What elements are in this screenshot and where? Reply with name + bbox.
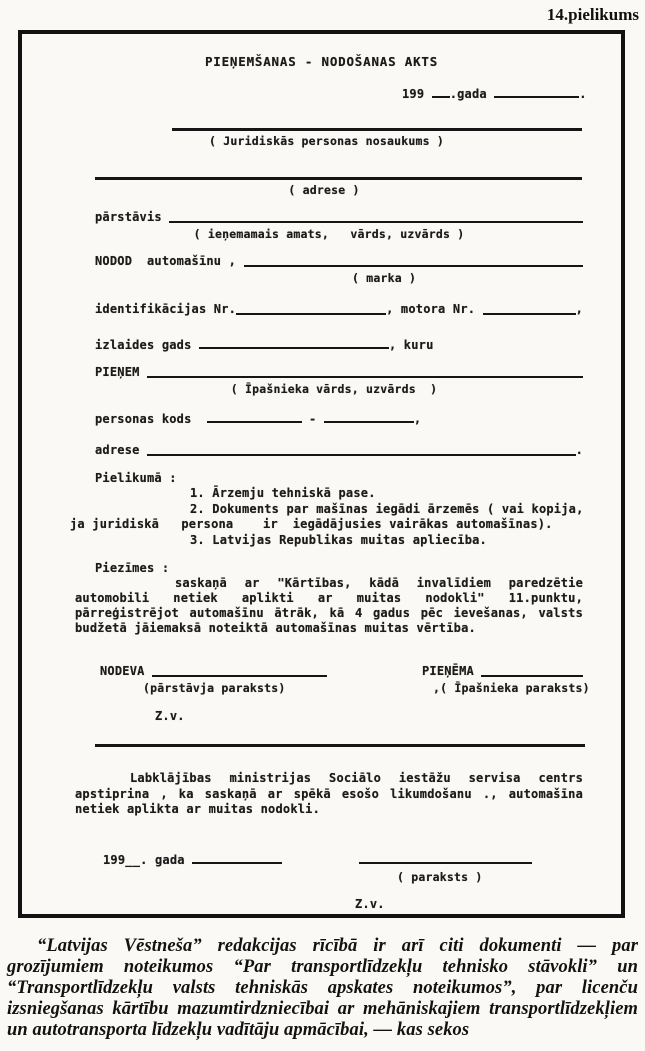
attachment-item-2-continued: ja juridiskā persona ir iegādājusies vairākas automašīnas). (70, 517, 553, 531)
attachment-item-3: 3. Latvijas Republikas muitas apliecība. (190, 532, 487, 547)
date-line-bottom (103, 852, 583, 868)
bottom-signature-blank (359, 852, 532, 864)
attachment-item-1: 1. Ārzemju tehniskā pase. (190, 486, 376, 500)
bottom-date-prefix: 199__. gada (103, 852, 185, 867)
date-gada-label: .gada (449, 87, 495, 101)
identification-nr-blank (236, 303, 386, 315)
accepted-signature-blank (481, 675, 583, 677)
notes-heading: Piezīmes : (95, 561, 170, 575)
motor-nr-label: , motora Nr. (386, 302, 483, 316)
act-form-box (18, 30, 625, 918)
personal-code-blank-1 (207, 411, 302, 423)
bottom-signature-caption: ( paraksts ) (397, 869, 483, 884)
notes-text: saskaņā ar "Kārtības, kādā invalīdiem paredzētie automobili netiek aplikti ar muitas nodokli" 11.punktu, pārreģistrējot automašīnu ātrāk, kā 4 gadus pēc ievešanas, valsts budžetā jāiemaksā noteiktā automašīnas muitas vērtība. (75, 576, 583, 635)
vehicle-make-blank (244, 265, 584, 267)
address-suffix: . (575, 443, 583, 457)
personal-code-suffix: , (413, 412, 422, 426)
bottom-date-blank (192, 852, 282, 864)
personal-code-label: personas kods (95, 412, 192, 426)
owner-name-caption: ( Īpašnieka vārds, uzvārds ) (230, 382, 438, 396)
appendix-label: 14.pielikums (546, 5, 639, 24)
date-blank (494, 86, 579, 98)
owner-name-blank (147, 376, 583, 378)
handed-over-signature-blank (152, 665, 327, 677)
personal-code-blank-2 (324, 411, 414, 423)
accepts-row (95, 365, 583, 380)
hands-over-label: NODOD automašīnu , (95, 254, 244, 268)
handed-over-signature-caption: (pārstāvja paraksts) (143, 681, 286, 695)
date-line-top (402, 86, 587, 102)
representative-row (95, 210, 583, 225)
seal-mark-2: Z.v. (355, 896, 385, 911)
accepts-label: PIEŅEM (95, 365, 147, 379)
accepted-label: PIEŅĒMA (421, 664, 482, 678)
address-caption: ( adrese ) (288, 183, 360, 197)
section-divider-line (95, 744, 585, 747)
representative-caption: ( ieņemamais amats, vārds, uzvārds ) (193, 227, 465, 241)
signature-captions-row (22, 681, 621, 695)
personal-code-row (95, 411, 583, 427)
motor-nr-blank (483, 313, 576, 315)
personal-code-separator: - (301, 412, 324, 426)
hands-over-row (95, 254, 583, 269)
seal-mark-1: Z.v. (155, 709, 185, 723)
date-period: . (579, 87, 587, 101)
year-of-issue-suffix: , kuru (388, 338, 434, 352)
address-field-label: adrese (95, 443, 147, 457)
legal-name-caption: ( Juridiskās personas nosaukums ) (208, 134, 445, 148)
identification-nr-label: identifikācijas Nr. (95, 302, 237, 316)
address-blank-line (95, 177, 582, 180)
legal-name-blank-line (172, 128, 582, 131)
handed-over-label: NODEVA (100, 664, 152, 678)
footer-note: “Latvijas Vēstneša” redakcijas rīcībā ir arī citi dokumenti — par grozījumiem noteikumos “Par transportlīdzekļu tehnisko stāvokli” un “Transportlīdzekļu valsts tehniskās apskates noteikumos”, par licenču izsniegšanas kārtību mazumtirdzniecībai ar mehāniskajiem transportlīdzekļiem un autotransporta līdzekļu vadītāju apmācībai, — kas sekos (7, 936, 638, 1040)
identification-row (95, 302, 583, 317)
form-title: PIEŅEMŠANAS - NODOŠANAS AKTS (204, 54, 439, 69)
date-year-prefix: 199 (402, 87, 432, 101)
attachment-item-2: 2. Dokuments par mašīnas iegādi ārzemēs ( vai kopija, (190, 501, 584, 516)
vehicle-make-caption: ( marka ) (352, 271, 417, 285)
address-row (95, 443, 583, 458)
year-of-issue-row (95, 337, 583, 353)
representative-label: pārstāvis (95, 210, 170, 224)
address-blank (147, 454, 576, 456)
year-of-issue-blank (199, 337, 389, 349)
year-of-issue-label: izlaides gads (95, 338, 199, 352)
ministry-confirmation-text: Labklājības ministrijas Sociālo iestāžu servisa centrs apstiprina , ka saskaņā ar spēkā esošo likumdošanu ., automašīna netiek aplikta ar muitas nodokli. (75, 771, 583, 816)
accepted-signature-caption: ,( Īpašnieka paraksts) (433, 681, 590, 695)
representative-blank (169, 221, 583, 223)
date-year-blank (432, 86, 450, 98)
signatures-row (100, 664, 583, 679)
identification-row-suffix: , (575, 302, 583, 316)
attachments-heading: Pielikumā : (95, 471, 177, 485)
